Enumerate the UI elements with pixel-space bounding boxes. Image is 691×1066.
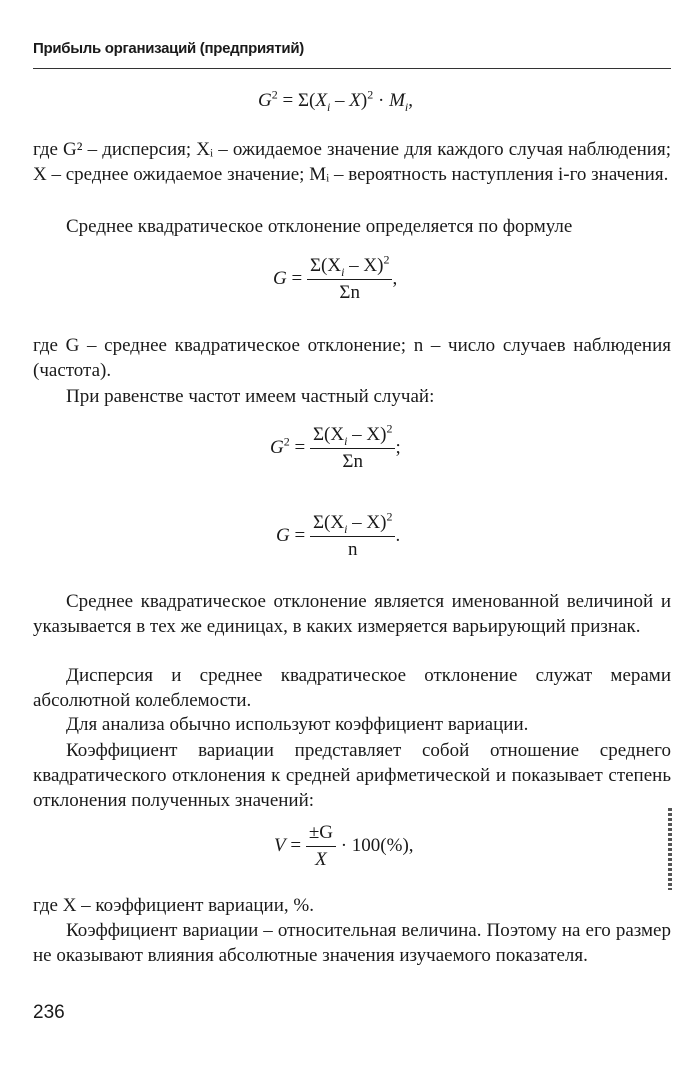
page-number: 236: [33, 1002, 65, 1023]
paragraph-absolute-variation: Дисперсия и среднее квадратическое отклонение служат мерами абсолютной колеблемости.: [33, 665, 671, 711]
paragraph-cv-usage: Для анализа обычно используют коэффициент вариации.: [66, 714, 529, 735]
paragraph-std-intro: Среднее квадратическое отклонение определяется по формуле: [66, 216, 573, 237]
paragraph-cv-relative: Коэффициент вариации – относительная величина. Поэтому на его размер не оказывают влияния абсолютные значения изучаемого показателя.: [33, 920, 671, 966]
running-header: Прибыль организаций (предприятий): [33, 40, 304, 57]
scan-edge-artifact: [668, 808, 672, 890]
paragraph-variance-definitions: где G² – дисперсия; Xᵢ – ожидаемое значение для каждого случая наблюдения; X – среднее ожидаемое значение; Mᵢ – вероятность наступления i-го значения.: [33, 139, 671, 185]
paragraph-std-definitions: где G – среднее квадратическое отклонение; n – число случаев наблюдения (частота).: [33, 335, 671, 381]
paragraph-std-named-value: Среднее квадратическое отклонение является именованной величиной и указывается в тех же единицах, в каких измеряется варьирующий признак.: [33, 591, 671, 637]
formula-variance-weighted: $G^2 = \Sigma(X_i - X)^2 \cdot M_i$,: [258, 87, 413, 114]
paragraph-cv-note: где X – коэффициент вариации, %.: [33, 895, 314, 916]
formula-variance-equal: $G^2$ = $\frac{\Sigma(X_i - X)^2}{\Sigma n}$ ;: [270, 421, 401, 472]
header-divider: [33, 68, 671, 69]
paragraph-cv-definition: Коэффициент вариации представляет собой отношение среднего квадратического отклонения к средней арифметической и показывает степень отклонения полученных значений:: [33, 740, 671, 811]
formula-std-equal: G = $\frac{\Sigma(X_i - X)^2}{n}$ .: [276, 509, 401, 560]
formula-coefficient-of-variation: V = $\frac{\pm G}{X}$ · 100(%),: [274, 822, 414, 870]
formula-std-weighted: G = $\frac{\Sigma(X_i - X)^2}{\Sigma n}$ ,: [273, 252, 398, 303]
paragraph-equal-frequencies: При равенстве частот имеем частный случай:: [66, 386, 435, 407]
